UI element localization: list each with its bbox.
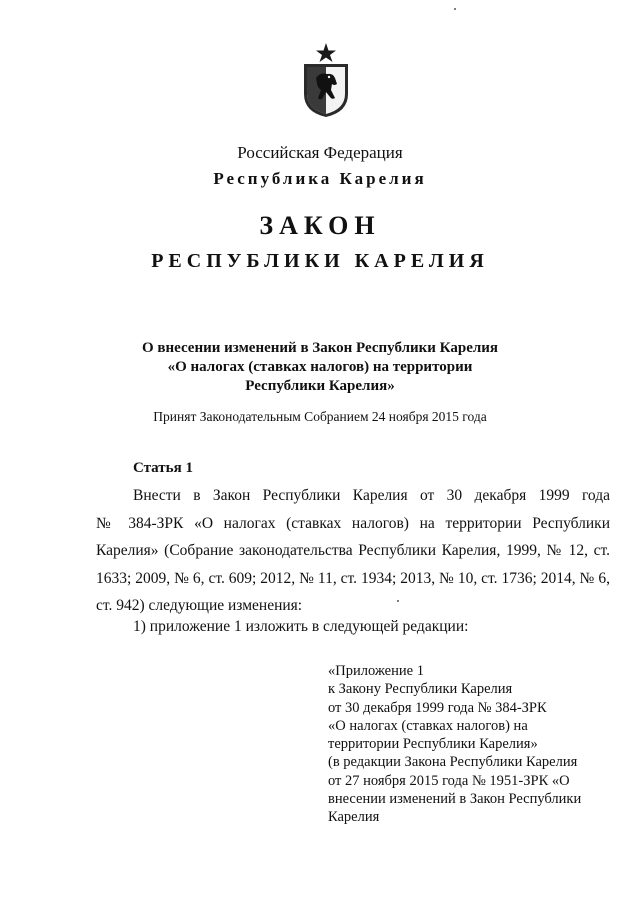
appendix-line: от 27 ноября 2015 года № 1951-ЗРК «О — [328, 772, 570, 789]
appendix-line: «О налогах (ставках налогов) на — [328, 717, 528, 734]
appendix-block — [328, 662, 581, 827]
paragraph-line: ст. 942) следующие изменения: — [96, 597, 303, 614]
article-item — [96, 613, 610, 641]
federation-heading: Российская Федерация — [237, 143, 403, 162]
paragraph-line: 1633; 2009, № 6, ст. 609; 2012, № 11, ст. 1934; 2013, № 10, ст. 1736; 2014, № 6, — [96, 569, 610, 587]
article-paragraph — [96, 482, 610, 620]
republic-heading: Республика Карелия — [213, 169, 427, 188]
paragraph-line: Карелия» (Собрание законодательства Республики Карелия, 1999, № 12, ст. — [96, 542, 610, 559]
scan-speck — [454, 8, 456, 10]
appendix-line: внесении изменений в Закон Республики — [328, 791, 582, 808]
adoption-note: Принят Законодательным Собранием 24 ноября 2015 года — [153, 409, 487, 424]
appendix-line: Карелия — [328, 809, 380, 826]
subject-line: О внесении изменений в Закон Республики Карелия — [141, 340, 499, 356]
subject-line: «О налогах (ставках налогов) на территории — [167, 359, 473, 375]
appendix-line: (в редакции Закона Республики Карелия — [328, 754, 578, 771]
law-subtitle: РЕСПУБЛИКИ КАРЕЛИЯ — [151, 250, 489, 272]
law-title: ЗАКОН — [259, 211, 381, 240]
item-line: 1) приложение 1 изложить в следующей редакции: — [133, 618, 469, 635]
scan-speck — [397, 600, 399, 602]
article-heading: Статья 1 — [133, 460, 193, 476]
paragraph-line: № 384-ЗРК «О налогах (ставках налогов) на территории Республики — [96, 514, 610, 532]
karelia-coat-of-arms-icon — [298, 42, 354, 118]
appendix-line: от 30 декабря 1999 года № 384-ЗРК — [328, 699, 547, 716]
appendix-line: «Приложение 1 — [328, 663, 424, 679]
subject-line: Республики Карелия» — [245, 378, 395, 394]
paragraph-line: Внести в Закон Республики Карелия от 30 декабря 1999 года — [133, 487, 610, 504]
appendix-line: к Закону Республики Карелия — [328, 681, 513, 698]
law-subject — [0, 339, 640, 396]
appendix-line: территории Республики Карелия» — [328, 736, 538, 753]
